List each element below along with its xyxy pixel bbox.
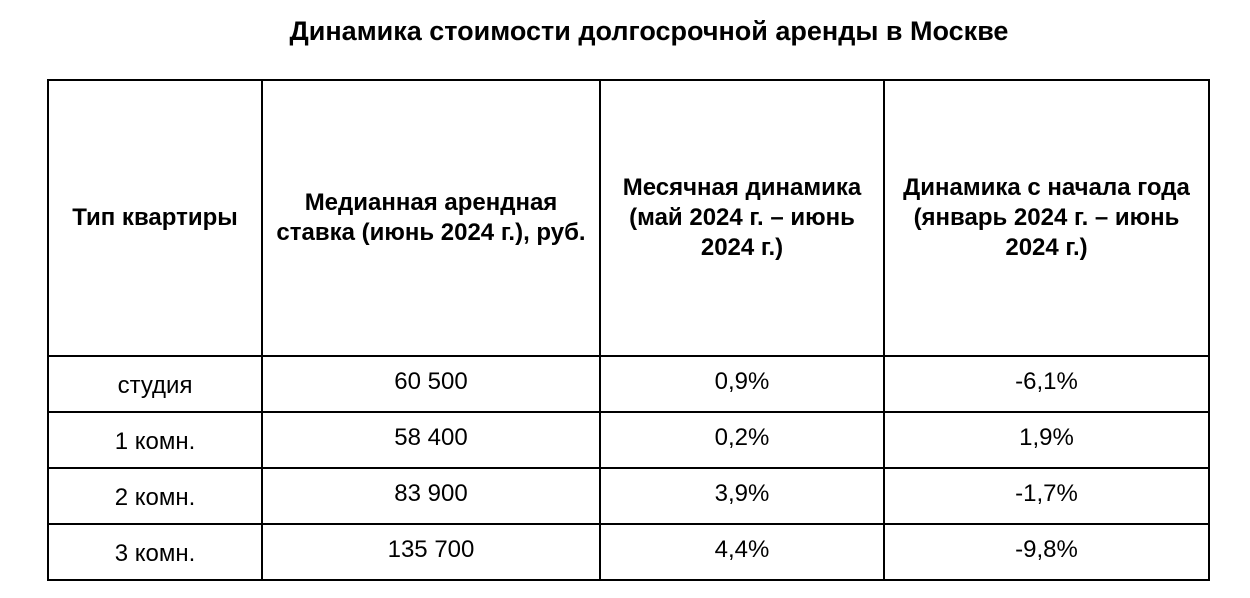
- cell-ytd-change: 1,9%: [884, 412, 1209, 468]
- table-header-row: [48, 80, 1209, 356]
- table-row: [48, 356, 1209, 412]
- cell-apartment-type: 1 комн.: [48, 412, 262, 468]
- cell-monthly-change: 0,2%: [600, 412, 884, 468]
- cell-monthly-change: 4,4%: [600, 524, 884, 580]
- page-title: Динамика стоимости долгосрочной аренды в Москве: [289, 16, 1009, 46]
- table-row: [48, 412, 1209, 468]
- header-ytd-change: Динамика с начала года (январь 2024 г. – июнь 2024 г.): [884, 80, 1209, 356]
- cell-monthly-change: 0,9%: [600, 356, 884, 412]
- cell-ytd-change: -1,7%: [884, 468, 1209, 524]
- cell-apartment-type: 3 комн.: [48, 524, 262, 580]
- cell-ytd-change: -6,1%: [884, 356, 1209, 412]
- cell-median-rate: 60 500: [262, 356, 600, 412]
- cell-median-rate: 58 400: [262, 412, 600, 468]
- cell-monthly-change: 3,9%: [600, 468, 884, 524]
- header-median-rate: Медианная арендная ставка (июнь 2024 г.), руб.: [262, 80, 600, 356]
- cell-ytd-change: -9,8%: [884, 524, 1209, 580]
- header-monthly-change: Месячная динамика (май 2024 г. – июнь 2024 г.): [600, 80, 884, 356]
- cell-apartment-type: 2 комн.: [48, 468, 262, 524]
- rent-table: [47, 79, 1210, 581]
- cell-median-rate: 83 900: [262, 468, 600, 524]
- cell-median-rate: 135 700: [262, 524, 600, 580]
- cell-apartment-type: студия: [48, 356, 262, 412]
- table-row: [48, 468, 1209, 524]
- header-apartment-type: Тип квартиры: [48, 80, 262, 356]
- table-row: [48, 524, 1209, 580]
